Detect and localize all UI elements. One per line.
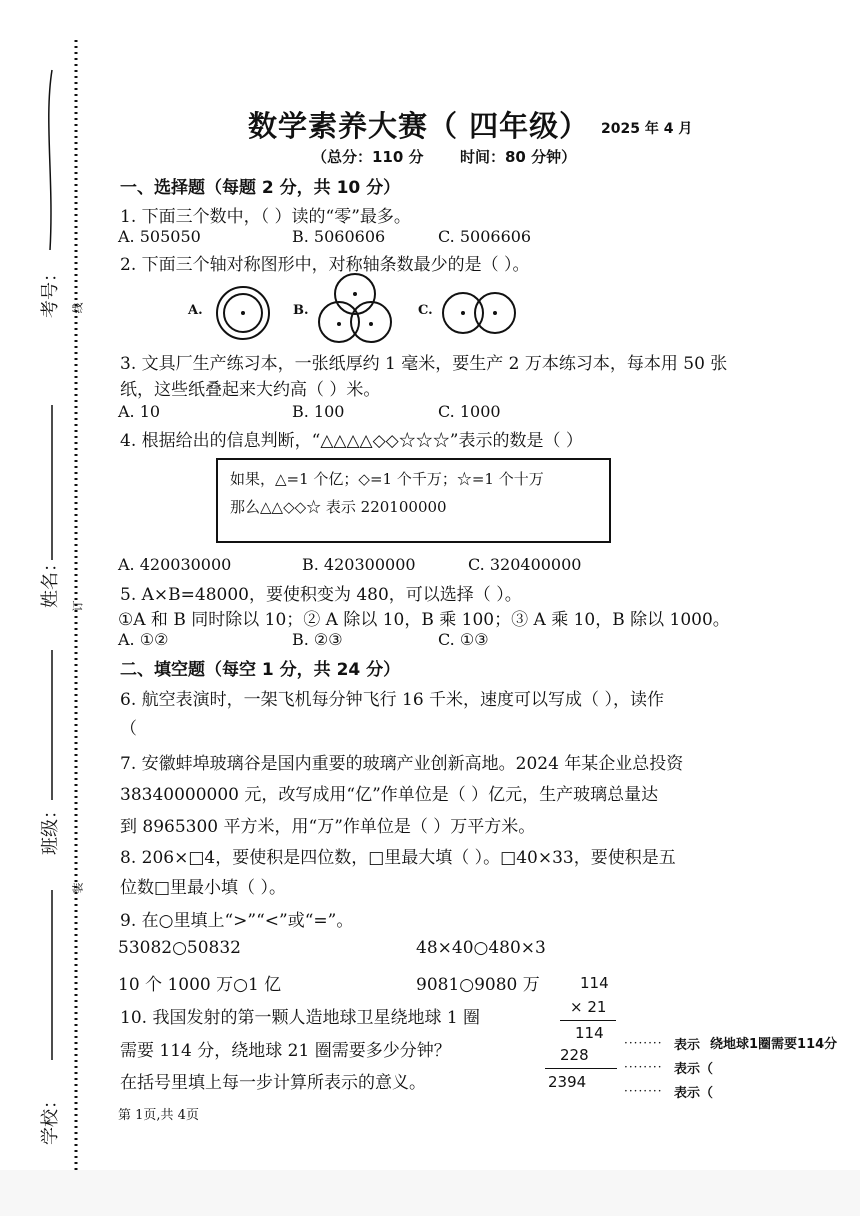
q5-option-b: B. ②③ — [292, 630, 343, 649]
calc-ann3-label: 表示（ — [674, 1086, 714, 1101]
calc-line-2 — [545, 1068, 617, 1069]
q9-compare-2: 48×40○480×3 — [416, 938, 546, 958]
calc-line-1 — [560, 1020, 616, 1021]
q7-line1: 7. 安徽蚌埠玻璃谷是国内重要的玻璃产业创新高地。2024 年某企业总投资 — [120, 754, 684, 774]
q6-line2: （ — [120, 719, 137, 739]
q3-line1: 3. 文具厂生产练习本，一张纸厚约 1 毫米，要生产 2 万本练习本，每本用 50 张 — [120, 354, 728, 374]
q9-compare-4: 9081○9080 万 — [416, 975, 540, 995]
calc-ann2-dots: ········ — [624, 1060, 663, 1074]
q6-line1: 6. 航空表演时，一架飞机每分钟飞行 16 千米，速度可以写成（ ），读作 — [120, 690, 664, 710]
q3-option-a: A. 10 — [118, 402, 161, 421]
q1-text: 1. 下面三个数中，（ ）读的“零”最多。 — [120, 207, 411, 227]
figure-b-three-circles — [315, 272, 397, 346]
q1-option-a: A. 505050 — [118, 227, 201, 246]
page-number: 第 1页,共 4页 — [118, 1108, 199, 1123]
q9-text: 9. 在○里填上“>”“<”或“=”。 — [120, 911, 354, 931]
q1-option-c: C. 5006606 — [438, 227, 532, 246]
calc-multiplier: × 21 — [570, 998, 607, 1016]
q9-compare-1: 53082○50832 — [118, 938, 241, 958]
section1-heading: 一、选择题（每题 2 分，共 10 分） — [120, 178, 401, 198]
exam-no-label: 考号： — [40, 264, 61, 318]
q7-line2: 38340000000 元，改写成用“亿”作单位是（ ）亿元，生产玻璃总量达 — [120, 785, 659, 805]
binding-fill-lines — [40, 60, 62, 1160]
calc-ann3-dots: ········ — [624, 1084, 663, 1098]
exam-date: 2025 年 4 月 — [601, 121, 693, 137]
q4-option-b: B. 420300000 — [302, 555, 416, 574]
q4-text: 4. 根据给出的信息判断，“△△△△◇◇☆☆☆”表示的数是（ ） — [120, 431, 583, 451]
exam-time: 时间：80 分钟） — [460, 148, 577, 166]
q3-option-c: C. 1000 — [438, 402, 501, 421]
q5-option-c: C. ①③ — [438, 630, 489, 649]
q4-info-line1: 如果，△=1 个亿；◇=1 个千万；☆=1 个十万 — [230, 470, 544, 488]
q9-compare-3: 10 个 1000 万○1 亿 — [118, 975, 282, 995]
calc-result: 2394 — [548, 1073, 587, 1091]
figure-a-concentric-circles — [210, 286, 280, 342]
q10-line3: 在括号里填上每一步计算所表示的意义。 — [120, 1073, 426, 1093]
calc-top: 114 — [580, 974, 609, 992]
q4-option-c: C. 320400000 — [468, 555, 582, 574]
school-label: 学校： — [40, 1091, 61, 1145]
exam-title: 数学素养大赛（ 四年级） — [248, 109, 590, 143]
q5-option-a: A. ①② — [118, 630, 169, 649]
q7-line3: 到 8965300 平方米，用“万”作单位是（ ）万平方米。 — [120, 817, 536, 837]
mark-zhuang: 装 — [71, 882, 85, 894]
q3-option-b: B. 100 — [292, 402, 345, 421]
q5-text: 5. A×B=48000，要使积变为 480，可以选择（ ）。 — [120, 585, 522, 605]
q8-line1: 8. 206×□4，要使积是四位数，□里最大填（ ）。□40×33，要使积是五 — [120, 848, 676, 868]
class-label: 班级： — [40, 801, 61, 855]
q1-option-b: B. 5060606 — [292, 227, 386, 246]
q5-choices: ①A 和 B 同时除以 10；② A 除以 10，B 乘 100；③ A 乘 10，B 除以 1000。 — [118, 610, 730, 630]
calc-ann2-label: 表示（ — [674, 1062, 714, 1077]
q2-label-c: C. — [418, 303, 433, 318]
calc-ann1-handwritten: 绕地球1圈需要114分 — [710, 1037, 838, 1052]
q4-info-line2: 那么△△◇◇☆ 表示 220100000 — [230, 498, 447, 516]
q4-option-a: A. 420030000 — [118, 555, 232, 574]
q10-line1: 10. 我国发射的第一颗人造地球卫星绕地球 1 圈 — [120, 1008, 481, 1028]
q2-text: 2. 下面三个轴对称图形中，对称轴条数最少的是（ ）。 — [120, 255, 530, 275]
q2-label-a: A. — [188, 303, 203, 318]
calc-partial-2: 228 — [560, 1046, 589, 1064]
q3-line2: 纸，这些纸叠起来大约高（ ）米。 — [120, 380, 381, 400]
q10-line2: 需要 114 分，绕地球 21 圈需要多少分钟？ — [120, 1041, 451, 1061]
figure-c-two-circles — [440, 290, 520, 336]
calc-partial-1: 114 — [575, 1024, 604, 1042]
calc-ann1-dots: ········ — [624, 1036, 663, 1050]
q8-line2: 位数□里最小填（ ）。 — [120, 878, 286, 898]
total-score: （总分：110 分 — [312, 148, 424, 166]
mark-ding: 订 — [71, 600, 85, 612]
q2-label-b: B. — [293, 303, 309, 318]
section2-heading: 二、填空题（每空 1 分，共 24 分） — [120, 660, 401, 680]
scan-bottom-band — [0, 1170, 860, 1216]
name-label: 姓名： — [40, 554, 61, 608]
mark-xian: 线 — [71, 302, 85, 314]
calc-ann1-label: 表示 — [674, 1038, 701, 1053]
